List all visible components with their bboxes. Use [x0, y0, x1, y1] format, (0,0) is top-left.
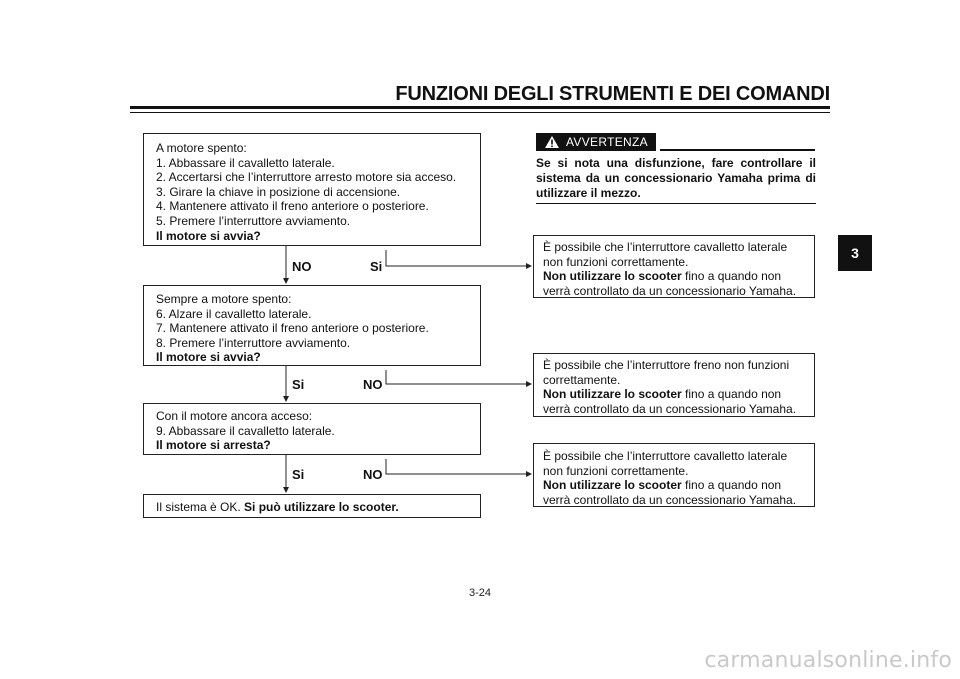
step-line: 9. Abbassare il cavalletto laterale. [156, 423, 335, 438]
answer-label: NO [363, 377, 383, 392]
warning-rule-bottom [536, 203, 816, 204]
result-line: verrà controllato da un concessionario Yamaha. [543, 283, 797, 298]
result-line: non funzioni correttamente. [543, 463, 689, 478]
warning-triangle-icon [544, 135, 560, 149]
answer-label: NO [292, 259, 312, 274]
answer-label: NO [363, 467, 383, 482]
step-line: Sempre a motore spento: [156, 292, 292, 306]
page-number: 3-24 [468, 587, 492, 599]
step-line: 5. Premere l’interruttore avviamento. [156, 213, 351, 228]
result-line: verrà controllato da un concessionario Yamaha. [543, 401, 797, 416]
answer-label: Si [370, 259, 383, 274]
watermark: carmanualsonline.info [704, 648, 952, 673]
result-rest: fino a quando non [681, 269, 782, 284]
ok-prefix: Il sistema è OK. [156, 500, 245, 514]
step-box-3 [143, 403, 481, 455]
step-line: 8. Premere l’interruttore avviamento. [156, 335, 351, 350]
warning-label: AVVERTENZA [566, 135, 648, 149]
arrow-box3-to-rbox3 [386, 459, 531, 474]
answer-label: Si [292, 467, 305, 482]
result-bold: Non utilizzare lo scooter [543, 387, 682, 402]
result-line: È possibile che l’interruttore freno non funzioni [543, 358, 790, 372]
step-line: 2. Accertarsi che l’interruttore arresto motore sia acceso. [156, 170, 457, 185]
ok-bold: Si può utilizzare lo scooter. [244, 500, 399, 514]
step-question: Il motore si avvia? [156, 228, 261, 243]
step-line: 7. Mantenere attivato il freno anteriore o posteriore. [156, 321, 429, 336]
result-line: È possibile che l’interruttore cavalletto laterale [543, 240, 788, 254]
step-question: Il motore si arresta? [156, 438, 271, 453]
step-line: 1. Abbassare il cavalletto laterale. [156, 155, 335, 170]
result-bold: Non utilizzare lo scooter [543, 478, 682, 493]
step-line: Con il motore ancora acceso: [156, 409, 313, 423]
warning-badge [536, 133, 656, 151]
step-question: Il motore si avvia? [156, 350, 261, 365]
chapter-tab: 3 [838, 235, 872, 271]
step-box-4 [143, 494, 481, 518]
step-line: 3. Girare la chiave in posizione di accensione. [156, 184, 401, 199]
arrow-box2-to-rbox2 [386, 370, 531, 384]
result-box-1 [533, 235, 815, 298]
step-line: 4. Mantenere attivato il freno anteriore o posteriore. [156, 199, 429, 214]
result-line: verrà controllato da un concessionario Yamaha. [543, 492, 797, 507]
page-title: FUNZIONI DEGLI STRUMENTI E DEI COMANDI [395, 83, 830, 105]
step-box-1 [143, 133, 481, 246]
result-line: È possibile che l’interruttore cavalletto laterale [543, 449, 788, 463]
result-box-3 [533, 443, 815, 507]
result-line: non funzioni correttamente. [543, 254, 689, 269]
result-rest: fino a quando non [681, 387, 782, 402]
warning-rule-top [660, 149, 815, 151]
result-rest: fino a quando non [681, 478, 782, 493]
step-line: A motore spento: [156, 141, 247, 155]
step-line: 6. Alzare il cavalletto laterale. [156, 306, 312, 321]
warning-text: Se si nota una disfunzione, fare controllare il sistema da un concessionario Yamaha prima di utilizzare il mezzo. [536, 156, 816, 200]
arrow-box1-to-rbox1 [386, 250, 531, 266]
step-box-2 [143, 285, 481, 366]
answer-label: Si [292, 377, 305, 392]
result-box-2 [533, 353, 815, 417]
result-bold: Non utilizzare lo scooter [543, 269, 682, 284]
result-line: correttamente. [543, 372, 621, 387]
